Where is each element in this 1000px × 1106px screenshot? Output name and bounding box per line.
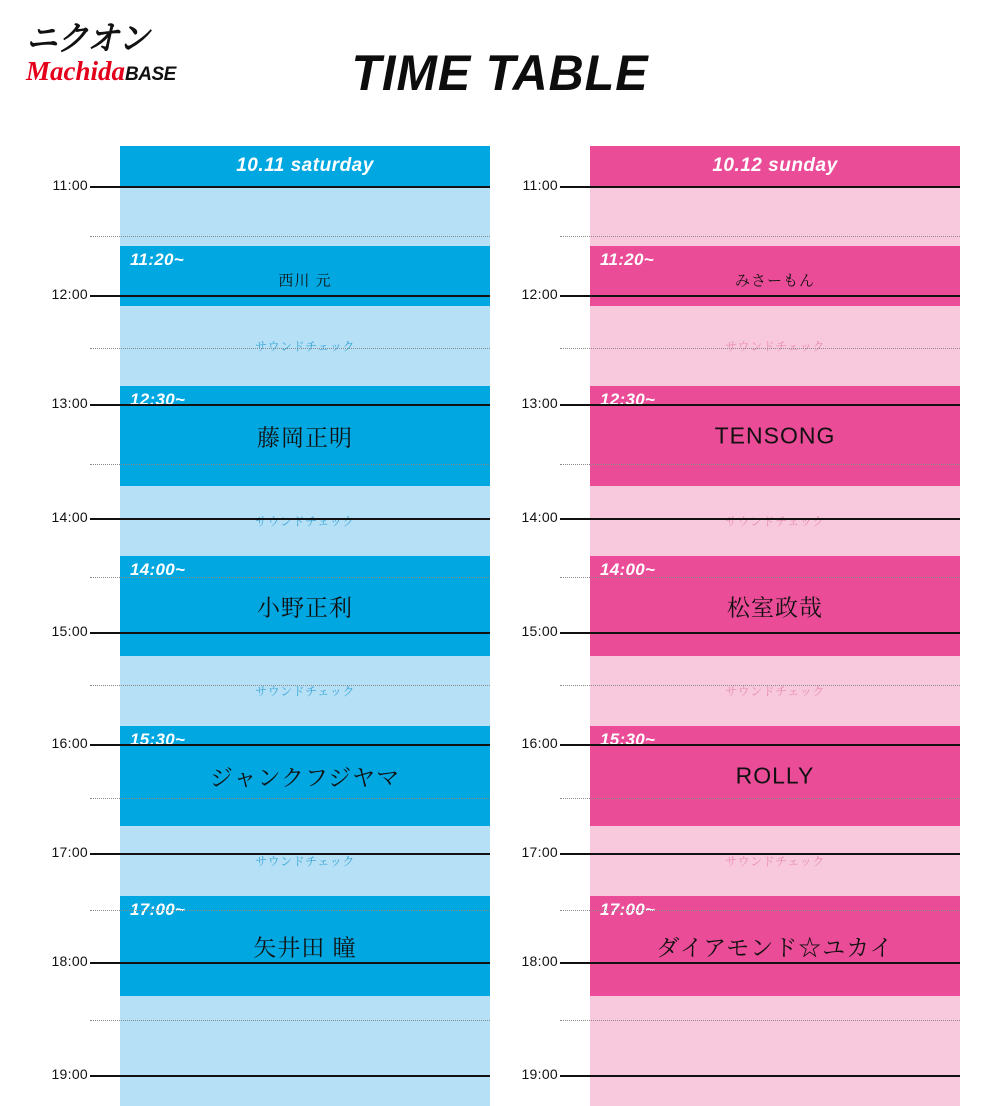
slot-start-time: 15:30~ (600, 730, 656, 749)
half-hour-line (560, 685, 960, 686)
time-label: 15:00 (521, 623, 558, 639)
hour-line (560, 632, 960, 634)
slot-sunday-1[interactable] (590, 246, 960, 306)
time-label: 16:00 (51, 735, 88, 751)
time-label: 19:00 (51, 1066, 88, 1082)
slot-sunday-3[interactable] (590, 556, 960, 656)
slot-saturday-2[interactable] (120, 386, 490, 486)
slot-saturday-1[interactable] (120, 246, 490, 306)
slot-start-time: 14:00~ (600, 560, 656, 579)
time-label: 17:00 (521, 844, 558, 860)
hour-line (560, 186, 960, 188)
slot-start-time: 17:00~ (600, 900, 656, 919)
time-label: 12:00 (51, 286, 88, 302)
hour-line (90, 962, 490, 964)
half-hour-line (90, 236, 490, 237)
logo-machida-text: Machida (26, 56, 126, 86)
slot-artist-name: ダイアモンド☆ユカイ (656, 934, 894, 961)
day-body-saturday (120, 186, 490, 1106)
hour-line (90, 853, 490, 855)
hour-line (560, 744, 960, 746)
slot-artist-name: ジャンクフジヤマ (209, 764, 401, 791)
day-body-sunday (590, 186, 960, 1106)
time-label: 13:00 (51, 395, 88, 411)
soundcheck-label: サウンドチェック (725, 684, 825, 699)
soundcheck-sunday-3 (590, 656, 960, 726)
slot-start-time: 12:30~ (130, 390, 186, 409)
hour-line (90, 632, 490, 634)
slot-start-time: 12:30~ (600, 390, 656, 409)
time-label: 19:00 (521, 1066, 558, 1082)
hour-line (90, 518, 490, 520)
soundcheck-label: サウンドチェック (255, 854, 355, 869)
half-hour-line (560, 236, 960, 237)
hour-line (90, 186, 490, 188)
half-hour-line (90, 798, 490, 799)
hour-line (90, 1075, 490, 1077)
half-hour-line (560, 348, 960, 349)
half-hour-line (90, 685, 490, 686)
hour-line (560, 295, 960, 297)
hour-line (560, 404, 960, 406)
soundcheck-label: サウンドチェック (255, 514, 355, 529)
half-hour-line (90, 910, 490, 911)
hour-line (90, 295, 490, 297)
soundcheck-saturday-3 (120, 656, 490, 726)
slot-artist-name: 西川 元 (278, 272, 332, 290)
half-hour-line (560, 577, 960, 578)
soundcheck-label: サウンドチェック (725, 514, 825, 529)
time-label: 15:00 (51, 623, 88, 639)
half-hour-line (90, 348, 490, 349)
soundcheck-label: サウンドチェック (255, 339, 355, 354)
slot-start-time: 11:20~ (600, 250, 654, 269)
soundcheck-label: サウンドチェック (255, 684, 355, 699)
hour-line (560, 1075, 960, 1077)
soundcheck-sunday-2 (590, 486, 960, 556)
page-title: TIME TABLE (351, 45, 649, 101)
time-label: 11:00 (52, 177, 88, 193)
time-label: 17:00 (51, 844, 88, 860)
half-hour-line (90, 1020, 490, 1021)
slot-artist-name: ROLLY (735, 762, 815, 789)
hour-line (560, 962, 960, 964)
slot-saturday-4[interactable] (120, 726, 490, 826)
soundcheck-sunday-4 (590, 826, 960, 896)
slot-artist-name: 松室政哉 (727, 594, 823, 621)
time-label: 18:00 (51, 953, 88, 969)
half-hour-line (90, 464, 490, 465)
time-label: 12:00 (521, 286, 558, 302)
half-hour-line (560, 464, 960, 465)
soundcheck-label: サウンドチェック (725, 854, 825, 869)
slot-saturday-5[interactable] (120, 896, 490, 996)
logo-base-text: BASE (125, 64, 176, 85)
slot-artist-name: 矢井田 瞳 (253, 934, 357, 961)
time-label: 13:00 (521, 395, 558, 411)
hour-line (560, 853, 960, 855)
slot-sunday-2[interactable] (590, 386, 960, 486)
slot-sunday-5[interactable] (590, 896, 960, 996)
slot-artist-name: TENSONG (714, 422, 836, 449)
time-label: 14:00 (51, 509, 88, 525)
slot-start-time: 15:30~ (130, 730, 186, 749)
soundcheck-label: サウンドチェック (725, 339, 825, 354)
slot-artist-name: 藤岡正明 (257, 424, 353, 451)
soundcheck-saturday-4 (120, 826, 490, 896)
slot-start-time: 14:00~ (130, 560, 186, 579)
time-label: 16:00 (521, 735, 558, 751)
slot-start-time: 11:20~ (130, 250, 184, 269)
day-header-saturday: 10.11 saturday (120, 146, 490, 186)
time-label: 14:00 (521, 509, 558, 525)
slot-artist-name: みさーもん (734, 272, 815, 290)
slot-sunday-4[interactable] (590, 726, 960, 826)
hour-line (90, 404, 490, 406)
day-header-sunday: 10.12 sunday (590, 146, 960, 186)
logo-top-text: ニクオン (26, 20, 149, 58)
time-label: 11:00 (522, 177, 558, 193)
half-hour-line (90, 577, 490, 578)
soundcheck-saturday-1 (120, 306, 490, 386)
half-hour-line (560, 798, 960, 799)
soundcheck-sunday-1 (590, 306, 960, 386)
half-hour-line (560, 1020, 960, 1021)
slot-saturday-3[interactable] (120, 556, 490, 656)
slot-start-time: 17:00~ (130, 900, 186, 919)
time-label: 18:00 (521, 953, 558, 969)
soundcheck-saturday-2 (120, 486, 490, 556)
slot-artist-name: 小野正利 (257, 594, 353, 621)
hour-line (560, 518, 960, 520)
half-hour-line (560, 910, 960, 911)
hour-line (90, 744, 490, 746)
